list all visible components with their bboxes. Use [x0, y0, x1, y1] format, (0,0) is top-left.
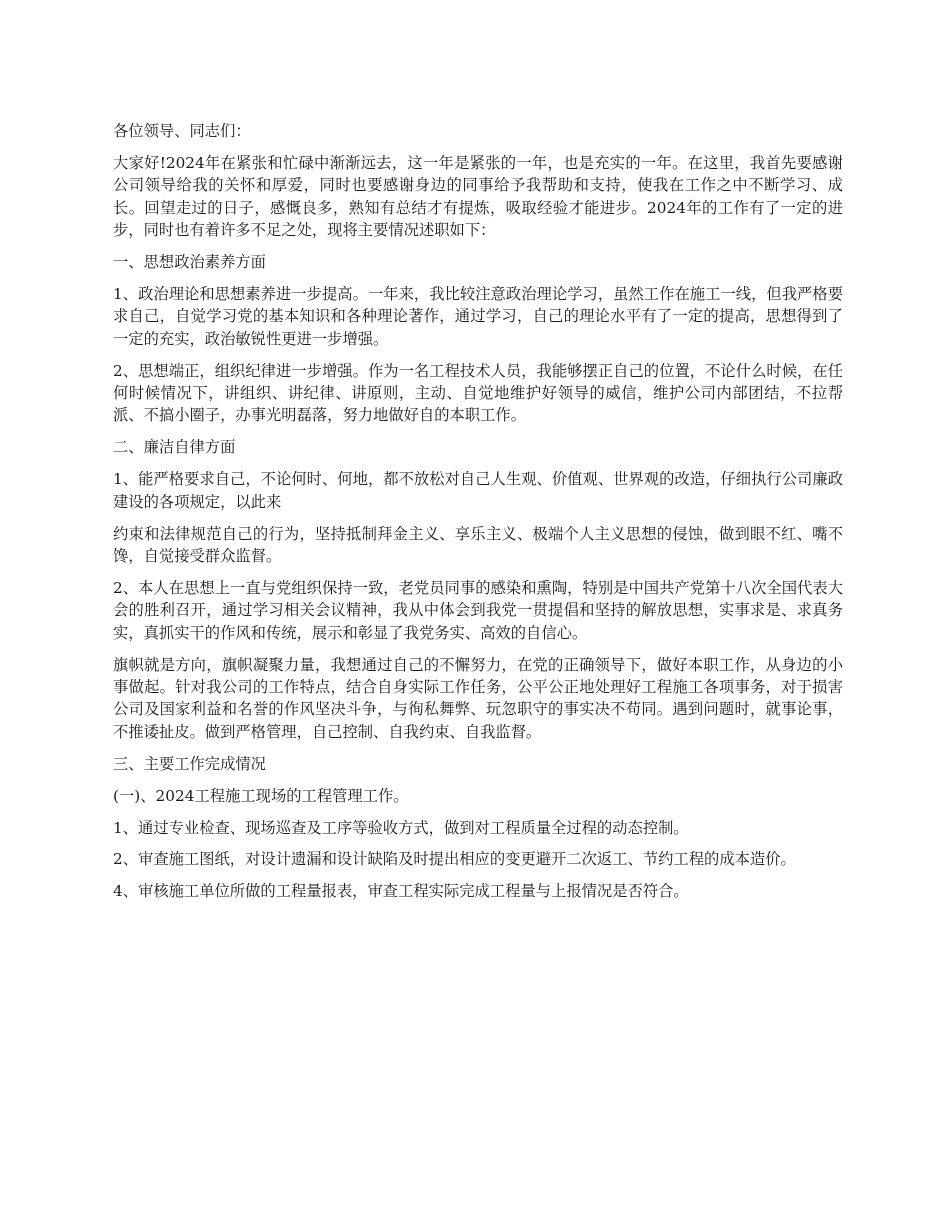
paragraph: 2、思想端正，组织纪律进一步增强。作为一名工程技术人员，我能够摆正自己的位置，不论什么时候，在任何时候情况下，讲组织、讲纪律、讲原则，主动、自觉地维护好领导的威信，维护公司内部团结，不拉帮派、不搞小圈子，办事光明磊落，努力地做好自的本职工作。	[113, 361, 843, 425]
paragraph: 1、能严格要求自己，不论何时、何地，都不放松对自己人生观、价值观、世界观的改造，仔细执行公司廉政建设的各项规定，以此来	[113, 470, 843, 511]
paragraph: 2、本人在思想上一直与党组织保持一致，老党员同事的感染和熏陶，特别是中国共产党第十八次全国代表大会的胜利召开，通过学习相关会议精神，我从中体会到我党一贯提倡和坚持的解放思想，实事求是、求真务实，真抓实干的作风和传统，展示和彰显了我党务实、高效的自信心。	[113, 578, 843, 642]
list-item: 1、通过专业检查、现场巡查及工序等验收方式，做到对工程质量全过程的动态控制。	[113, 818, 689, 837]
subsection-heading: (一)、2024工程施工现场的工程管理工作。	[113, 786, 409, 805]
section-heading-2: 二、廉洁自律方面	[113, 438, 236, 457]
paragraph: 旗帜就是方向，旗帜凝聚力量，我想通过自己的不懈努力，在党的正确领导下，做好本职工作，从身边的小事做起。针对我公司的工作特点，结合自身实际工作任务，公平公正地处理好工程施工各项事务，对于损害公司及国家利益和名誉的作风坚决斗争，与徇私舞弊、玩忽职守的事实决不苟同。遇到问题时，就事论事，不推诿扯皮。做到严格管理，自己控制、自我约束、自我监督。	[113, 655, 843, 741]
paragraph: 1、政治理论和思想素养进一步提高。一年来，我比较注意政治理论学习，虽然工作在施工一线，但我严格要求自己，自觉学习党的基本知识和各种理论著作，通过学习，自己的理论水平有了一定的提高，思想得到了一定的充实，政治敏锐性更进一步增强。	[113, 284, 843, 348]
salutation: 各位领导、同志们：	[113, 122, 251, 140]
section-heading-1: 一、思想政治素养方面	[113, 253, 266, 272]
paragraph: 约束和法律规范自己的行为，坚持抵制拜金主义、享乐主义、极端个人主义思想的侵蚀，做到眼不红、嘴不馋，自觉接受群众监督。	[113, 524, 843, 565]
intro-paragraph: 大家好!2024年在紧张和忙碌中渐渐远去，这一年是紧张的一年，也是充实的一年。在这里，我首先要感谢公司领导给我的关怀和厚爱，同时也要感谢身边的同事给予我帮助和支持，使我在工作之中不断学习、成长。回望走过的日子，感慨良多，熟知有总结才有提炼，吸取经验才能进步。2024年的工作有了一定的进步，同时也有着许多不足之处，现将主要情况述职如下：	[113, 153, 843, 240]
list-item: 2、审查施工图纸，对设计遗漏和设计缺陷及时提出相应的变更避开二次返工、节约工程的成本造价。	[113, 850, 796, 869]
document-body	[113, 120, 843, 912]
section-heading-3: 三、主要工作完成情况	[113, 754, 266, 773]
list-item: 4、审核施工单位所做的工程量报表，审查工程实际完成工程量与上报情况是否符合。	[113, 882, 689, 901]
